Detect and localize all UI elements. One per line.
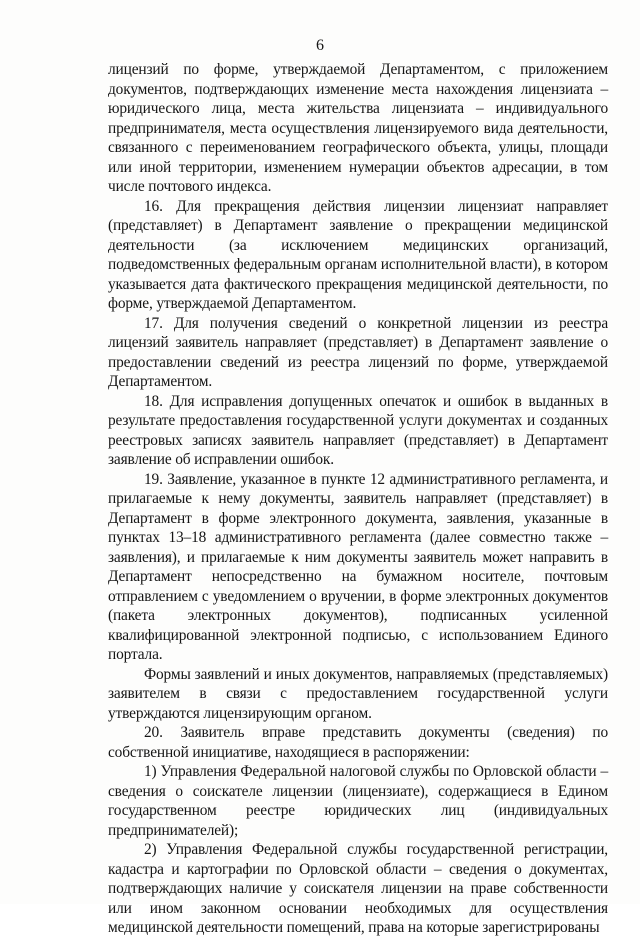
page-number: 6 — [316, 37, 324, 54]
paragraph-continuation: лицензий по форме, утверждаемой Департаментом, с приложением документов, подтверждающих изменение места нахождения лицензиата – юридического лица, места жительства лицензиата – индивидуального предпринимателя, места осуществления лицензируемого вида деятельности, связанного с переименованием географического объекта, улицы, площади или иной территории, изменением нумерации объектов адресации, в том числе почтового индекса. — [108, 61, 608, 195]
paragraph-20: 20. Заявитель вправе представить документы (сведения) по собственной инициативе, находящиеся в распоряжении: — [108, 724, 608, 761]
paragraph-17: 17. Для получения сведений о конкретной лицензии из реестра лицензий заявитель направляет (представляет) в Департамент заявление о предоставлении сведений из реестра лицензий по форме, утверждаемой Департаментом. — [108, 314, 608, 390]
paragraph-18: 18. Для исправления допущенных опечаток и ошибок в выданных в результате предоставления государственной услуги документах и созданных реестровых записях заявитель направляет (представляет) в Департамент заявление об исправлении ошибок. — [108, 392, 608, 468]
paragraph-forms: Формы заявлений и иных документов, направляемых (представляемых) заявителем в связи с предоставлением государственной услуги утверждаются лицензирующим органом. — [108, 665, 608, 722]
paragraph-19: 19. Заявление, указанное в пункте 12 административного регламента, и прилагаемые к нему документы, заявитель направляет (представляет) в Департамент в форме электронного документа, заявления, указанные в пунктах 13–18 административного регламента (далее совместно также – заявления), и прилагаемые к ним документы заявитель может направить в Департамент непосредственно на бумажном носителе, почтовым отправлением с уведомлением о вручении, в форме электронных документов (пакета электронных документов), подписанных усиленной квалифицированной электронной подписью, с использованием Единого портала. — [108, 470, 608, 663]
paragraph-16: 16. Для прекращения действия лицензии лицензиат направляет (представляет) в Департамент заявление о прекращении медицинской деятельности (за исключением медицинских организаций, подведомственных федеральным органам исполнительной власти), в котором указывается дата фактического прекращения медицинской деятельности, по форме, утверждаемой Департаментом. — [108, 197, 608, 312]
document-body — [108, 60, 608, 938]
paragraph-20-item-1: 1) Управления Федеральной налоговой службы по Орловской области – сведения о соискателе лицензии (лицензиате), содержащиеся в Едином государственном реестре юридических лиц (индивидуальных предпринимателей); — [108, 763, 608, 839]
paragraph-20-item-2: 2) Управления Федеральной службы государственной регистрации, кадастра и картографии по Орловской области – сведения о документах, подтверждающих наличие у соискателя лицензии на праве собственности или ином законном основании необходимых для осуществления медицинской деятельности помещений, права на которые зарегистрированы — [108, 841, 608, 936]
